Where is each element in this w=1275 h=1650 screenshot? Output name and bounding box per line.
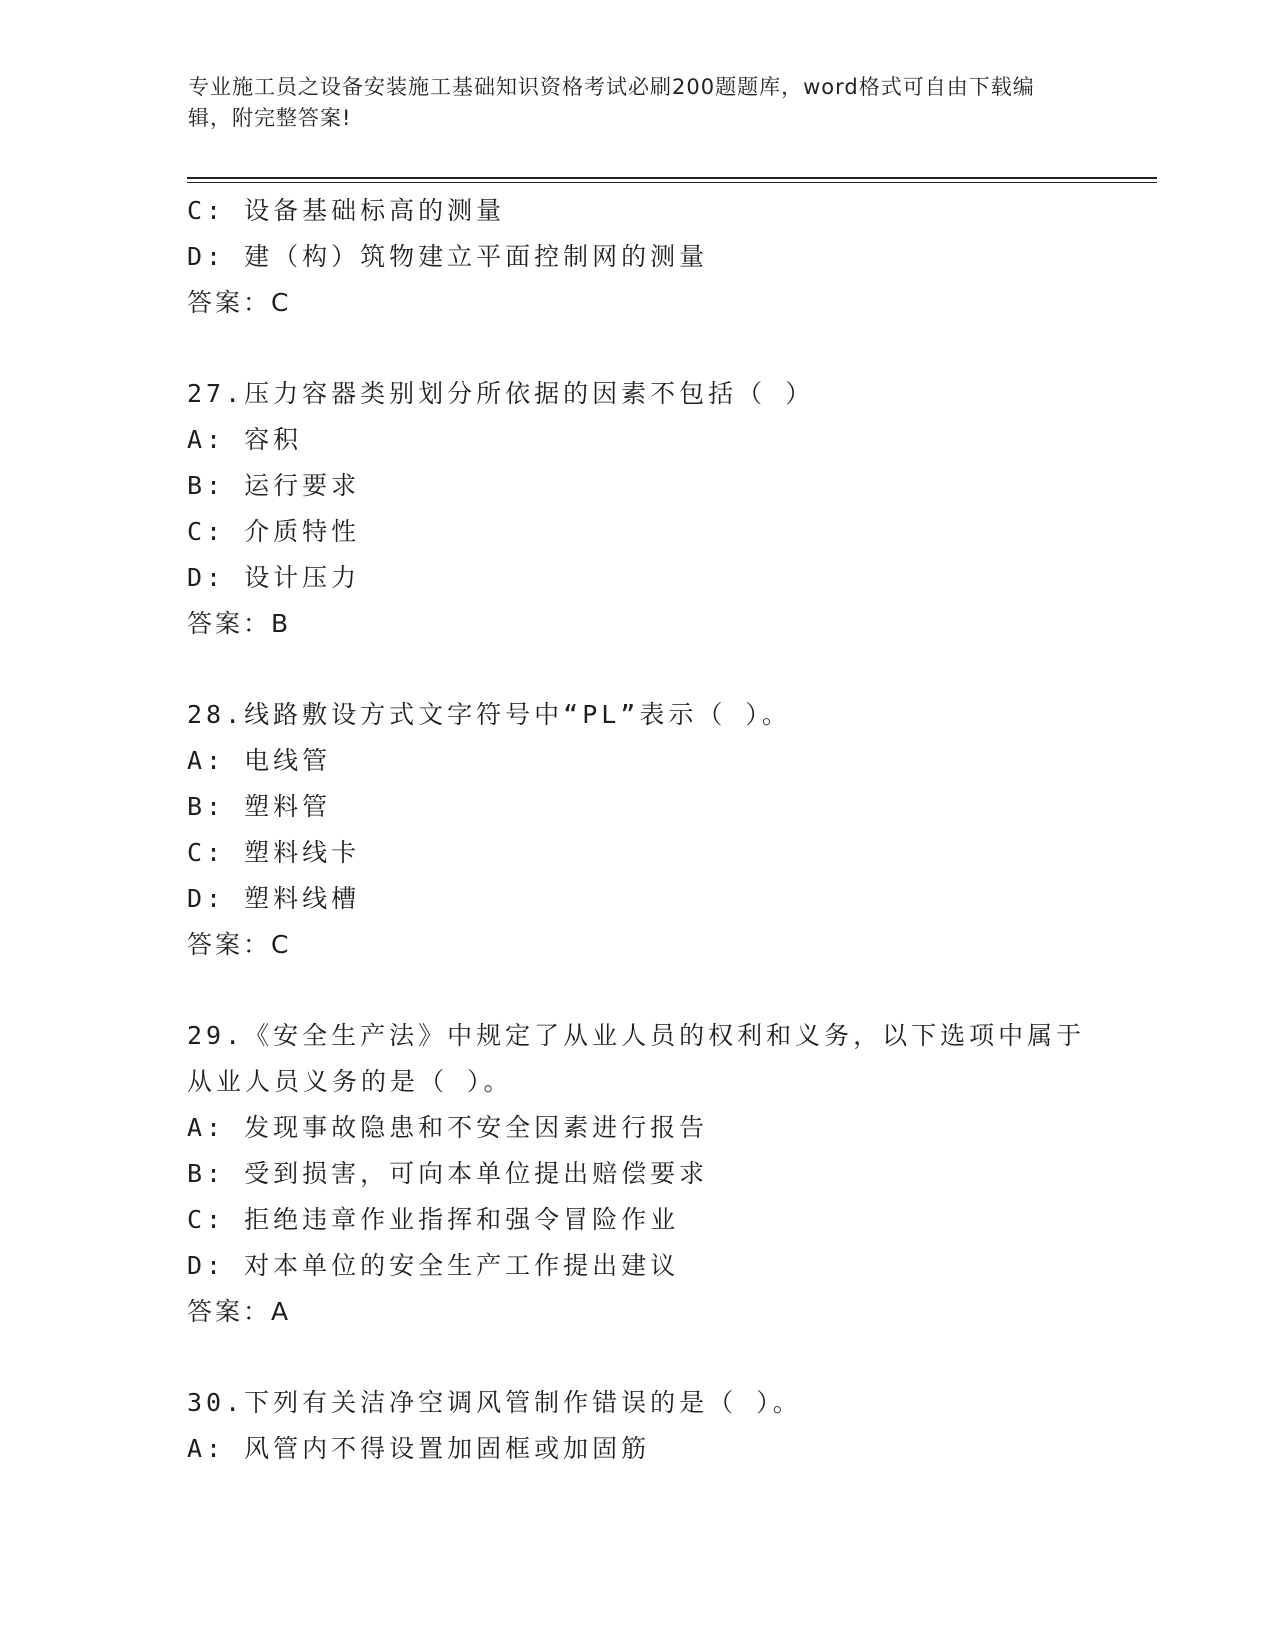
question-29-option-a: A: 发现事故隐患和不安全因素进行报告 (187, 1113, 709, 1142)
question-28-option-a: A: 电线管 (187, 746, 332, 775)
question-27-option-d: D: 设计压力 (187, 563, 361, 592)
header-divider-thin (187, 182, 1157, 183)
question-29-option-d: D: 对本单位的安全生产工作提出建议 (187, 1251, 680, 1280)
question-27-option-c: C: 介质特性 (187, 517, 361, 546)
question-27-option-b: B: 运行要求 (187, 471, 361, 500)
question-28-answer: 答案：C (187, 930, 292, 959)
question-28-option-d: D: 塑料线槽 (187, 884, 361, 913)
question-29-option-b: B: 受到损害，可向本单位提出赔偿要求 (187, 1159, 709, 1188)
spacer (187, 647, 1087, 692)
question-27-option-a: A: 容积 (187, 425, 303, 454)
spacer (187, 968, 1087, 1013)
question-list (187, 188, 1087, 1472)
question-30-stem: 30.下列有关洁净空调风管制作错误的是（ ）。 (187, 1388, 802, 1417)
question-27-stem: 27.压力容器类别划分所依据的因素不包括（ ） (187, 379, 815, 408)
question-29-option-c: C: 拒绝违章作业指挥和强令冒险作业 (187, 1205, 680, 1234)
question-29-stem-line1: 29.《安全生产法》中规定了从业人员的权利和义务，以下选项中属于 (187, 1021, 1086, 1050)
question-28-stem: 28.线路敷设方式文字符号中“PL”表示（ ）。 (187, 700, 791, 729)
question-27-answer: 答案：B (187, 609, 292, 638)
option-d: D: 建（构）筑物建立平面控制网的测量 (187, 242, 709, 271)
option-c: C: 设备基础标高的测量 (187, 196, 506, 225)
spacer (187, 326, 1087, 371)
answer-line: 答案：C (187, 288, 292, 317)
spacer (187, 1335, 1087, 1380)
header-divider-thick (187, 177, 1157, 179)
question-30-option-a: A: 风管内不得设置加固框或加固筋 (187, 1434, 651, 1463)
question-29-answer: 答案：A (187, 1297, 292, 1326)
document-header: 专业施工员之设备安装施工基础知识资格考试必刷200题题库，word格式可自由下载编辑，附完整答案! (188, 75, 1035, 130)
question-28-option-c: C: 塑料线卡 (187, 838, 361, 867)
question-29-stem-line2: 从业人员义务的是（ ）。 (187, 1067, 513, 1096)
question-28-option-b: B: 塑料管 (187, 792, 332, 821)
